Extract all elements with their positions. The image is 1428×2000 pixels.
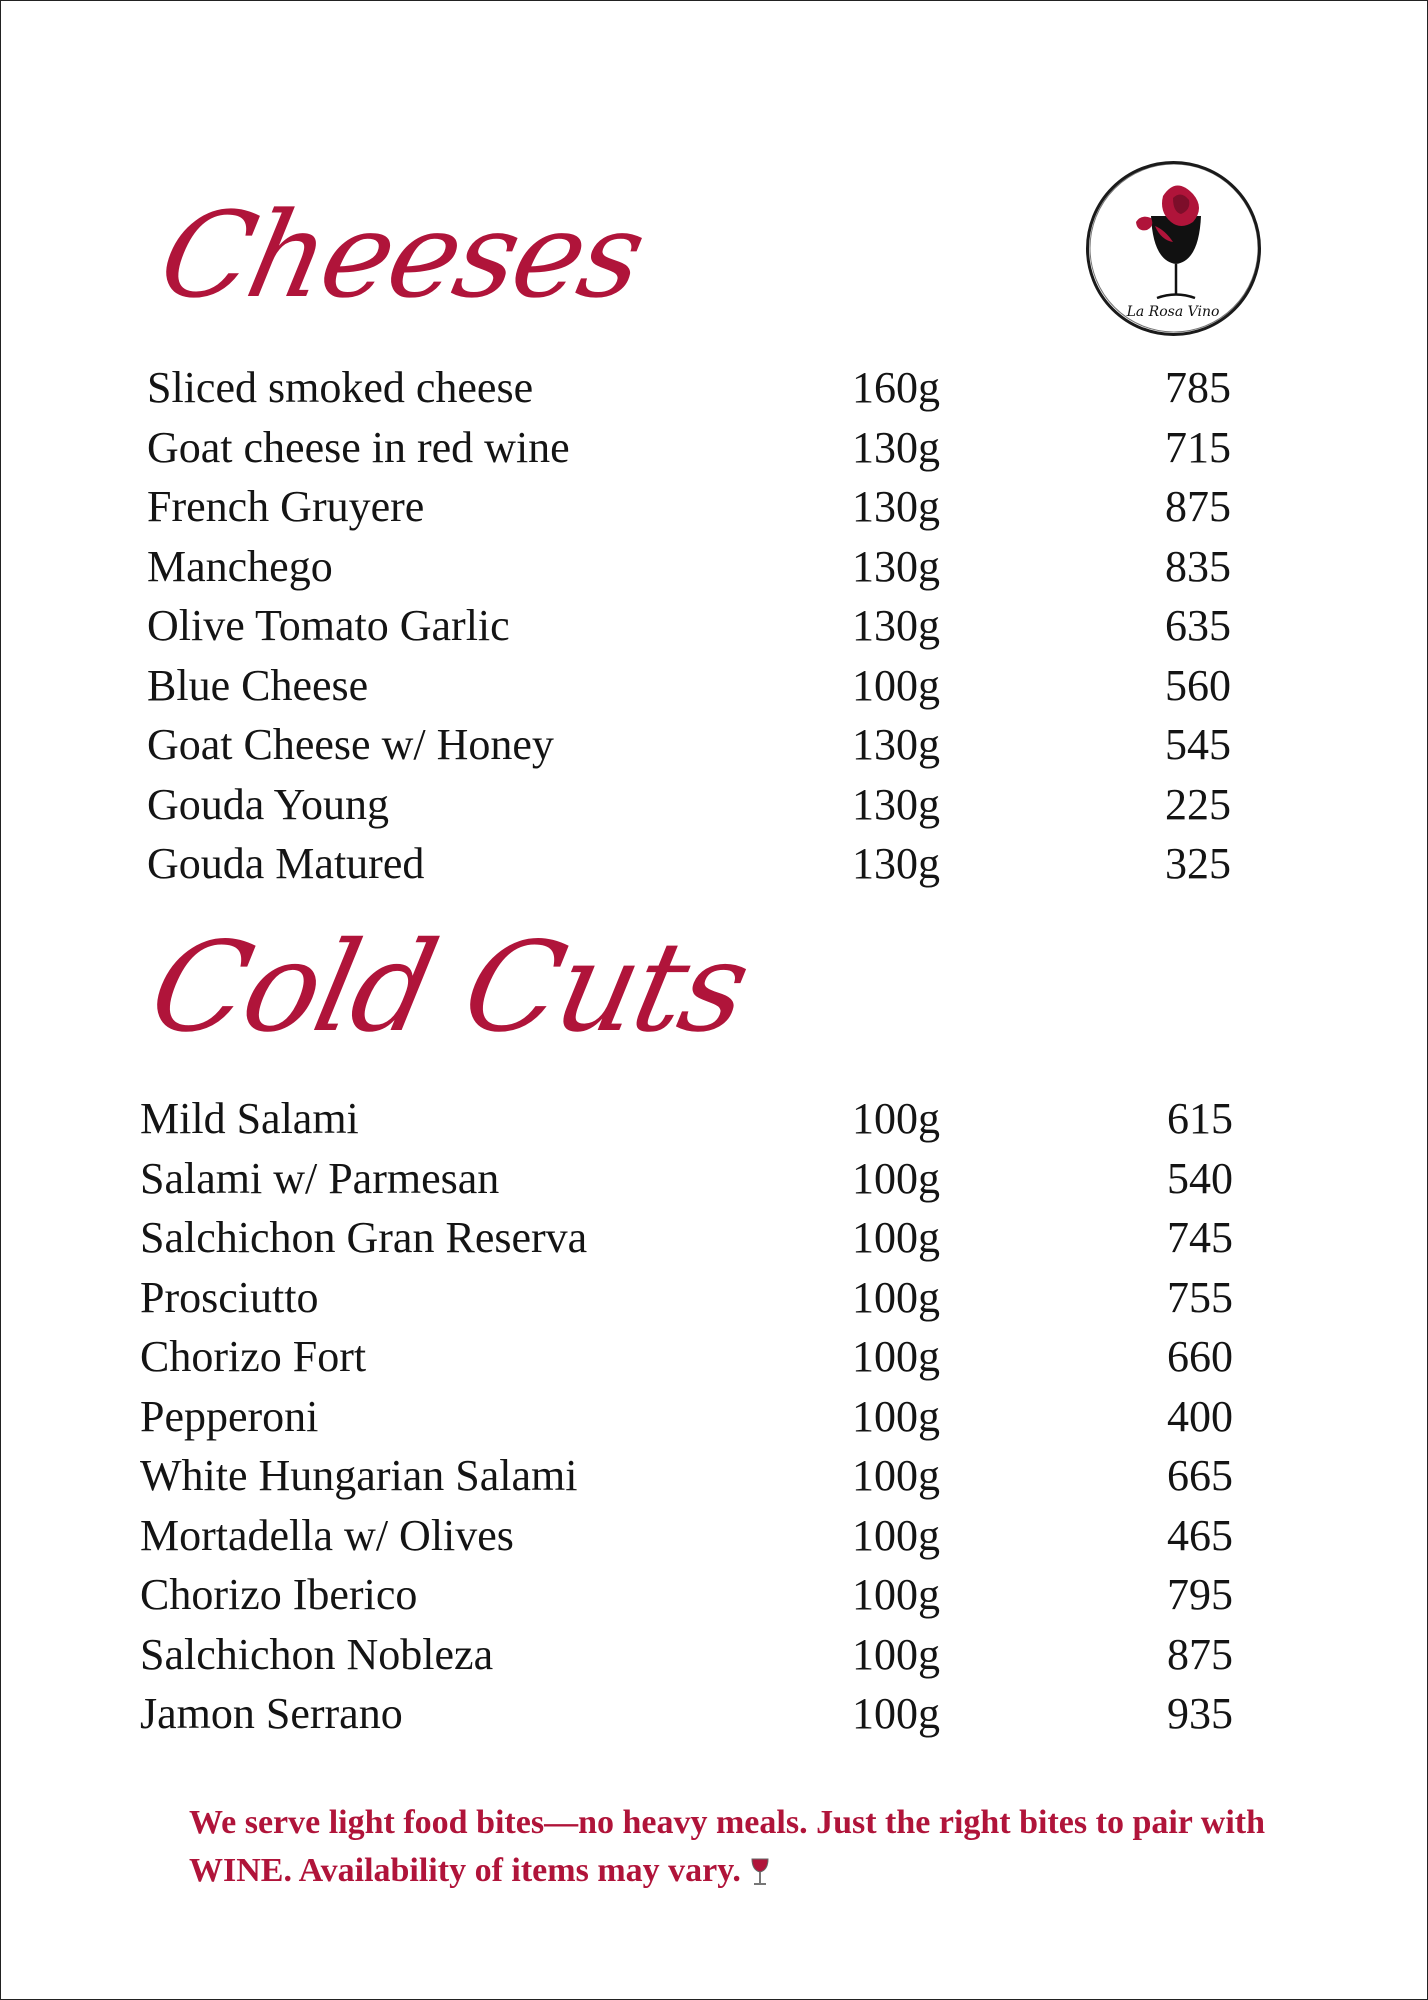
item-name: Salchichon Gran Reserva (140, 1213, 588, 1262)
menu-page: La Rosa Vino Cheeses Sliced smoked cheese 160g 785 Goat cheese in red wine 130g 715 French Gruyere 130g 875 Manchego 130g 835 Olive Tomato Garlic 130g 635 Blue Cheese 100g 560 Goat Cheese w/ Honey 130g 545 Gouda Young 130g 225 Gouda Matured 130g 325 Cold Cuts Mild Salami 100g 615 Salami w/ Parmesan 100g 540 Salchichon Gran Reserva 100g 745 Prosciutto 100g 755 Chorizo Fort 100g 660 Pepperoni 100g 400 White Hungarian Salami 100g 665 Mortadella w/ Olives 100g 465 Chorizo Iberico 100g 795 Salchichon Nobleza 100g 875 Jamon Serrano 100g 935 We serve light food bites—no heavy meals. Just the right bites to pair with WINE. Availability of items may vary. (0, 0, 1428, 2000)
item-weight: 100g (852, 1391, 940, 1441)
item-weight: 100g (852, 1689, 940, 1738)
item-weight: 100g (852, 1570, 940, 1619)
item-name: Goat cheese in red wine (147, 422, 570, 472)
wine-glass-icon (749, 1857, 771, 1887)
item-weight: 100g (852, 1510, 940, 1560)
item-weight: 100g (852, 1332, 940, 1381)
item-name: Gouda Young (147, 779, 390, 829)
item-weight: 100g (852, 1094, 940, 1143)
item-name: Manchego (147, 541, 333, 591)
item-weight: 100g (852, 1629, 940, 1679)
item-weight: 100g (852, 1213, 940, 1262)
item-name: Chorizo Iberico (140, 1570, 418, 1619)
item-weight: 160g (852, 363, 940, 412)
item-name: Blue Cheese (147, 660, 369, 710)
item-weight: 130g (852, 720, 940, 769)
footer-note-text: We serve light food bites—no heavy meals. Just the right bites to pair with WINE. Availability of items may vary. (189, 1804, 1266, 1889)
item-weight: 130g (852, 541, 940, 591)
item-weight: 130g (852, 779, 940, 829)
item-name: Goat Cheese w/ Honey (147, 720, 554, 769)
item-name: Sliced smoked cheese (147, 363, 534, 412)
item-weight: 130g (852, 482, 940, 531)
section-title-cheeses: Cheeses (148, 186, 655, 324)
section-title-cold-cuts: Cold Cuts (138, 916, 759, 1060)
la-rosa-vino-logo (1081, 156, 1266, 341)
item-name: Prosciutto (140, 1272, 319, 1322)
item-name: Jamon Serrano (140, 1689, 403, 1738)
logo-text: La Rosa Vino (1126, 304, 1220, 320)
item-name: Mild Salami (140, 1094, 359, 1143)
item-name: Olive Tomato Garlic (147, 601, 510, 650)
item-name: Salchichon Nobleza (140, 1629, 494, 1679)
item-weight: 130g (852, 601, 940, 650)
item-weight: 100g (852, 660, 940, 710)
item-name: Pepperoni (140, 1391, 319, 1441)
item-name: Mortadella w/ Olives (140, 1510, 514, 1560)
item-name: Gouda Matured (147, 839, 425, 888)
item-name: French Gruyere (147, 482, 425, 531)
item-name: Salami w/ Parmesan (140, 1153, 500, 1203)
item-name: White Hungarian Salami (140, 1451, 578, 1500)
footer-note (189, 1799, 1339, 1895)
item-weight: 130g (852, 839, 940, 888)
item-weight: 100g (852, 1153, 940, 1203)
item-weight: 100g (852, 1451, 940, 1500)
item-weight: 100g (852, 1272, 940, 1322)
item-weight: 130g (852, 422, 940, 472)
item-name: Chorizo Fort (140, 1332, 367, 1381)
